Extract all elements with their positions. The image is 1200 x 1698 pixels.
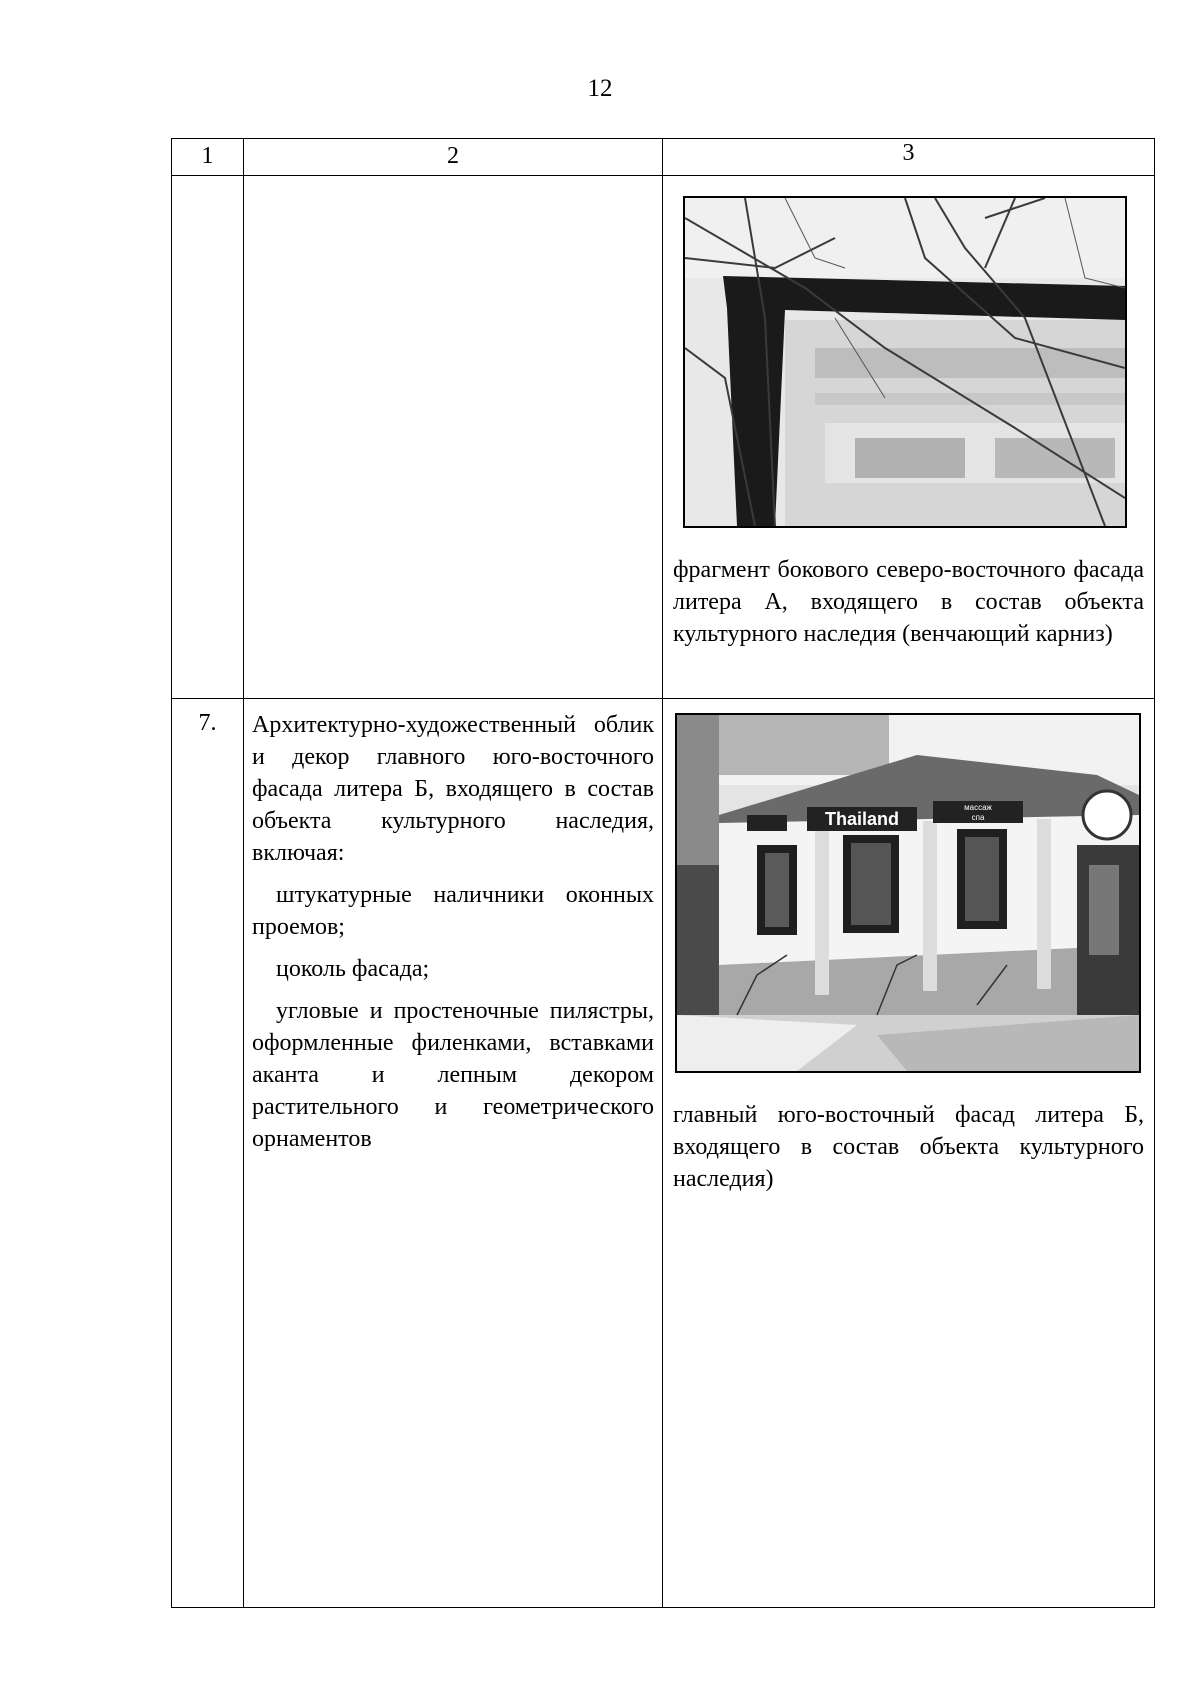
heritage-table: [171, 138, 1155, 1608]
sign-small-text: массаж: [964, 803, 992, 812]
description-item: штукатурные наличники оконных проемов;: [252, 882, 654, 940]
photo-caption: фрагмент бокового северо-восточного фасада литера А, входящего в состав объекта культурного наследия (венчающий карниз): [673, 557, 1144, 647]
description-intro: Архитектурно-художественный облик и декор главного юго-восточного фасада литера Б, входящего в состав объекта культурного наследия, включая:: [252, 712, 654, 866]
row-number: 7.: [172, 699, 244, 1608]
page-number: 12: [587, 75, 613, 102]
header-col-1: 1: [172, 139, 244, 176]
photo-cell: [663, 176, 1155, 699]
header-col-2: 2: [244, 139, 663, 176]
header-col-3: 3: [663, 139, 1155, 176]
row-number: [172, 176, 244, 699]
cornice-image: [685, 198, 1125, 526]
photo-cell: [663, 699, 1155, 1608]
table-header-row: [172, 139, 1155, 176]
photo-facade: [675, 713, 1141, 1073]
photo-cornice: [683, 196, 1127, 528]
table-row: [172, 176, 1155, 699]
sign-text: Thailand: [824, 809, 900, 829]
row-description: [244, 699, 663, 1608]
photo-caption: главный юго-восточный фасад литера Б, входящего в состав объекта культурного наследия): [673, 1102, 1144, 1192]
table-row: [172, 699, 1155, 1608]
description-item: цоколь фасада;: [276, 956, 430, 982]
sign-small-text: спа: [971, 813, 985, 822]
facade-image: [677, 715, 1139, 1071]
description-item: угловые и простеночные пилястры, оформленные филенками, вставками аканта и лепным декором растительного и геометрического орнаментов: [252, 998, 654, 1152]
row-description: [244, 176, 663, 699]
